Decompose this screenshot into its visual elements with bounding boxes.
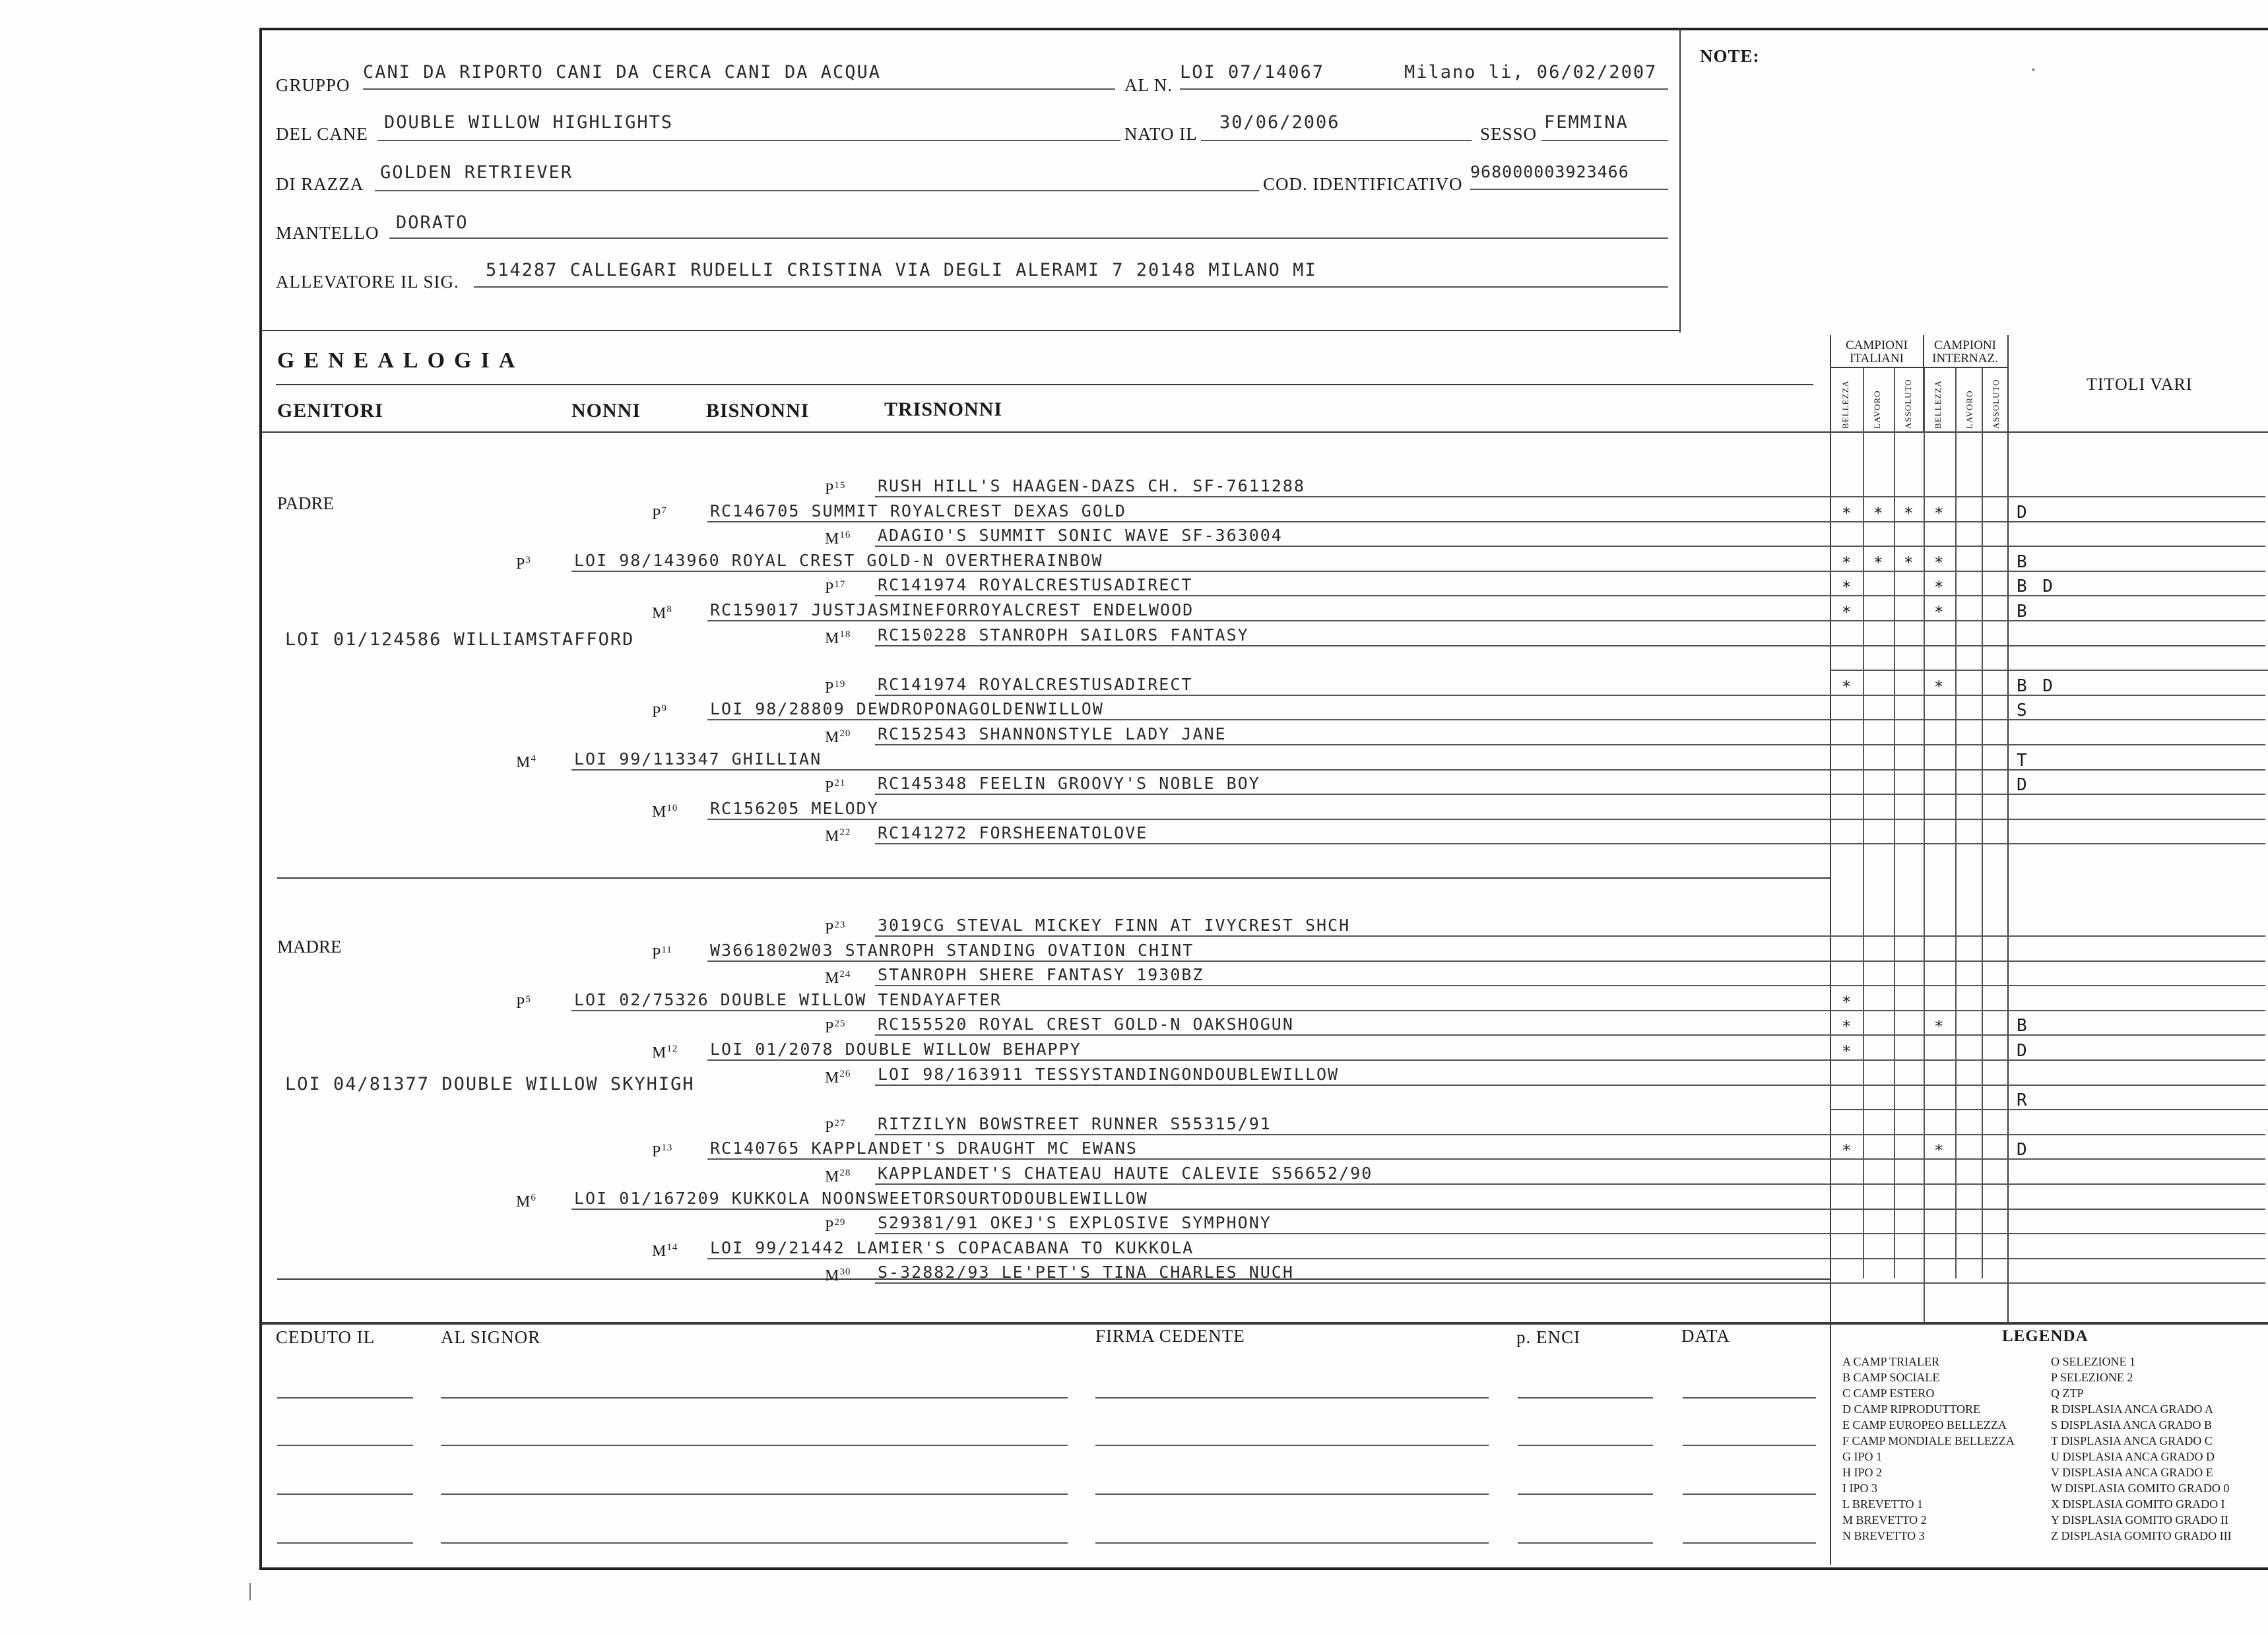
champion-star: *	[1934, 578, 1944, 597]
allevatore-value: 514287 CALLEGARI RUDELLI CRISTINA VIA DEGLI ALERAMI 7 20148 MILANO MI	[486, 260, 1317, 280]
signature-line	[441, 1494, 1068, 1495]
madre-label: MADRE	[277, 937, 342, 957]
ancestor-line	[707, 719, 2265, 720]
ancestor-mark-number: 13	[661, 1143, 673, 1154]
ancestor-name: LOI 99/113347 GHILLIAN	[574, 749, 822, 769]
champion-star: *	[1934, 1017, 1944, 1036]
ancestor-name: LOI 02/75326 DOUBLE WILLOW TENDAYAFTER	[574, 990, 1002, 1009]
genealogia-title-line	[276, 384, 1813, 385]
al-n-value: LOI 07/14067	[1180, 62, 1325, 82]
signature-line	[1095, 1494, 1489, 1495]
subcol-divider	[1924, 368, 1925, 1325]
signature-line	[1518, 1494, 1653, 1495]
ancestor-line	[707, 819, 2265, 820]
ancestor-mark	[825, 920, 845, 938]
champion-star: *	[1934, 503, 1944, 522]
titoli-vari-value: B	[2017, 551, 2030, 572]
ancestor-name: W3661802W03 STANROPH STANDING OVATION CHINT	[710, 940, 1194, 960]
ancestor-mark-number: 24	[839, 969, 851, 980]
champion-star: *	[1934, 553, 1944, 572]
ancestor-name: LOI 98/28809 DEWDROPONAGOLDENWILLOW	[710, 699, 1104, 719]
header-bottom-line	[261, 330, 1681, 331]
legenda-item: D CAMP RIPRODUTTORE	[1842, 1402, 1981, 1416]
ancestor-mark-letter: P	[652, 505, 662, 523]
titoli-vari-label: TITOLI VARI	[2087, 375, 2193, 394]
ancestor-name: RC156205 MELODY	[710, 798, 879, 818]
ancestor-mark-letter: M	[516, 753, 531, 771]
ancestor-name: RC145348 FEELIN GROOVY'S NOBLE BOY	[878, 774, 1260, 794]
signature-line	[1683, 1494, 1816, 1495]
ancestor-mark-letter: P	[825, 1218, 835, 1236]
ancestor-mark-letter: M	[825, 1267, 840, 1285]
ancestor-mark-number: 9	[661, 703, 667, 714]
ancestor-mark-number: 27	[834, 1117, 846, 1129]
ancestor-mark-letter: M	[825, 729, 840, 746]
ancestor-mark-number: 26	[839, 1068, 851, 1079]
cod-value: 968000003923466	[1470, 162, 1629, 181]
p-enci-label: p. ENCI	[1516, 1327, 1580, 1347]
ancestor-mark-number: 15	[834, 480, 846, 491]
ancestor-line	[875, 843, 2265, 844]
legenda-item: T DISPLASIA ANCA GRADO C	[2051, 1434, 2213, 1447]
ancestor-mark	[825, 679, 845, 697]
signature-line	[1518, 1445, 1653, 1446]
ancestor-mark-letter: P	[825, 679, 835, 697]
champion-star: *	[1842, 553, 1852, 572]
signature-line	[1518, 1397, 1653, 1399]
ancestor-mark-letter: P	[825, 481, 835, 498]
legenda-item: A CAMP TRIALER	[1842, 1355, 1940, 1368]
gruppo-label: GRUPPO	[276, 75, 350, 95]
ancestor-line	[707, 521, 2265, 522]
ancestor-mark-number: 4	[531, 753, 536, 764]
ancestor-line	[875, 695, 2265, 696]
campioni-internaz-label: CAMPIONI INTERNAZ.	[1932, 338, 1998, 365]
allevatore-line	[474, 286, 1668, 288]
ancestor-name: S29381/91 OKEJ'S EXPLOSIVE SYMPHONY	[878, 1213, 1272, 1233]
ancestor-line	[875, 1183, 2265, 1185]
scan-mark	[249, 1583, 251, 1600]
legenda-item: M BREVETTO 2	[1842, 1513, 1927, 1526]
legenda-item: G IPO 1	[1842, 1450, 1883, 1463]
subcol-label: ASSOLUTO	[1991, 379, 2001, 429]
data-label: DATA	[1681, 1326, 1730, 1346]
ancestor-line	[875, 1034, 2265, 1036]
legenda-item: S DISPLASIA ANCA GRADO B	[2051, 1418, 2213, 1432]
ancestor-mark-number: 10	[666, 802, 678, 813]
al-n-line	[1180, 88, 1668, 90]
col-nonni: NONNI	[571, 400, 641, 422]
legenda-item: L BREVETTO 1	[1842, 1497, 1923, 1511]
legenda-item: R DISPLASIA ANCA GRADO A	[2051, 1402, 2214, 1416]
ancestor-mark-number: 5	[525, 993, 531, 1005]
legenda-item: O SELEZIONE 1	[2051, 1355, 2135, 1368]
ancestor-mark	[652, 703, 667, 722]
ancestor-mark	[825, 1118, 845, 1137]
ancestor-mark	[825, 579, 845, 598]
legenda-item: H IPO 2	[1842, 1466, 1883, 1479]
ancestor-line	[571, 1010, 2265, 1011]
genealogia-title: GENEALOGIA	[277, 348, 525, 373]
ancestor-line	[875, 546, 2265, 547]
titoli-vari-value: D	[2017, 775, 2030, 796]
del-cane-label: DEL CANE	[276, 124, 368, 144]
ancestor-mark-number: 3	[525, 554, 531, 565]
champion-star: *	[1842, 1042, 1852, 1061]
champion-star: *	[1934, 677, 1944, 696]
del-cane-value: DOUBLE WILLOW HIGHLIGHTS	[384, 112, 674, 133]
ancestor-mark	[825, 629, 851, 648]
ancestor-mark-letter: P	[652, 704, 662, 722]
al-n-label: AL N.	[1124, 75, 1173, 95]
ancestor-mark	[652, 945, 672, 963]
signature-line	[441, 1542, 1068, 1544]
ancestor-mark	[652, 604, 672, 623]
ancestor-line	[571, 1209, 2265, 1210]
mantello-label: MANTELLO	[276, 223, 379, 243]
signature-line	[1095, 1397, 1489, 1399]
campioni-left-border	[1830, 335, 1831, 1325]
ancestor-name: RC146705 SUMMIT ROYALCREST DEXAS GOLD	[710, 501, 1126, 520]
ancestor-mark	[516, 555, 531, 573]
ancestor-line	[875, 935, 2265, 937]
champion-star: *	[1904, 553, 1914, 572]
legenda-divider	[1830, 1323, 1831, 1565]
genealogia-header-bottom	[261, 431, 2268, 433]
subcol-label: BELLEZZA	[1840, 380, 1850, 429]
ancestor-line	[707, 1059, 2265, 1061]
ancestor-mark-number: 7	[661, 505, 667, 516]
ancestor-line	[875, 1134, 2265, 1135]
ancestor-mark-number: 29	[834, 1217, 846, 1228]
footer-top-line	[261, 1322, 2268, 1325]
ancestor-name: RUSH HILL'S HAAGEN-DAZS CH. SF-7611288	[878, 476, 1305, 495]
legenda-item: V DISPLASIA ANCA GRADO E	[2051, 1466, 2213, 1479]
ancestor-mark-number: 22	[839, 827, 851, 838]
legenda-item: E CAMP EUROPEO BELLEZZA	[1842, 1418, 2007, 1432]
ancestor-mark-number: 28	[839, 1168, 851, 1178]
legenda-item: X DISPLASIA GOMITO GRADO I	[2051, 1497, 2225, 1511]
legenda-item: C CAMP ESTERO	[1842, 1387, 1935, 1400]
cod-line	[1470, 189, 1668, 190]
ancestor-mark	[516, 1193, 536, 1211]
legenda-item: W DISPLASIA GOMITO GRADO 0	[2051, 1482, 2230, 1495]
champion-star: *	[1842, 1141, 1852, 1160]
legenda-item: P SELEZIONE 2	[2051, 1371, 2133, 1384]
ancestor-mark	[652, 803, 678, 821]
nato-il-line	[1201, 140, 1472, 141]
ceduto-il-label: CEDUTO IL	[276, 1327, 375, 1347]
ancestor-mark	[652, 1242, 678, 1261]
ancestor-name: RITZILYN BOWSTREET RUNNER S55315/91	[878, 1114, 1272, 1133]
mantello-line	[389, 237, 1668, 239]
champion-star: *	[1873, 553, 1883, 572]
ancestor-mark	[825, 480, 845, 499]
padre-madre-separator	[277, 877, 1831, 879]
ancestor-mark-number: 21	[834, 778, 846, 789]
titoli-vari-value: B	[2017, 1016, 2030, 1036]
ancestor-line	[571, 769, 2265, 771]
titoli-vari-value: S	[2017, 701, 2030, 721]
legenda-item: B CAMP SOCIALE	[1842, 1371, 1940, 1384]
legenda-item: Q ZTP	[2051, 1387, 2084, 1400]
nato-il-value: 30/06/2006	[1219, 112, 1340, 133]
allevatore-label: ALLEVATORE IL SIG.	[276, 272, 459, 292]
ancestor-mark	[825, 1069, 851, 1087]
ancestor-name: RC155520 ROYAL CREST GOLD-N OAKSHOGUN	[878, 1015, 1294, 1034]
ancestor-mark-letter: M	[825, 828, 840, 846]
ancestor-name: S-32882/93 LE'PET'S TINA CHARLES NUCH	[878, 1263, 1294, 1282]
col-bisnonni: BISNONNI	[706, 400, 810, 422]
del-cane-line	[377, 140, 1120, 141]
signature-line	[277, 1445, 413, 1446]
legenda-item: F CAMP MONDIALE BELLEZZA	[1842, 1434, 2015, 1447]
subcol-label: LAVORO	[1964, 390, 1974, 429]
champion-star: *	[1873, 503, 1883, 522]
ancestor-name: LOI 98/163911 TESSYSTANDINGONDOUBLEWILLOW	[878, 1064, 1340, 1084]
ancestor-mark-number: 11	[661, 944, 672, 955]
titoli-vari-value: T	[2017, 750, 2030, 771]
subcol-label: BELLEZZA	[1933, 380, 1943, 429]
ancestor-mark-number: 19	[834, 678, 846, 689]
ancestor-line	[875, 496, 2265, 497]
legenda-title: LEGENDA	[2002, 1327, 2089, 1345]
ancestor-name: ADAGIO'S SUMMIT SONIC WAVE SF-363004	[878, 526, 1283, 546]
ancestor-mark	[825, 827, 851, 846]
champion-star: *	[1934, 1141, 1944, 1160]
titoli-vari-value: D	[2017, 1140, 2030, 1160]
subcol-label: ASSOLUTO	[1903, 379, 1913, 429]
ancestor-mark-number: 17	[834, 579, 846, 590]
ancestor-mark	[516, 994, 531, 1013]
ancestor-mark-number: 25	[834, 1019, 846, 1030]
ancestor-mark-letter: P	[825, 580, 835, 598]
di-razza-value: GOLDEN RETRIEVER	[380, 162, 573, 183]
ancestor-line	[875, 794, 2265, 795]
ancestor-mark	[652, 505, 667, 524]
ancestor-mark-letter: M	[825, 1168, 840, 1185]
madre-name: LOI 04/81377 DOUBLE WILLOW SKYHIGH	[285, 1074, 695, 1094]
signature-line	[1095, 1542, 1489, 1544]
padre-label: PADRE	[277, 493, 335, 513]
ancestor-line	[571, 571, 2265, 572]
ancestor-line	[875, 744, 2265, 745]
ancestor-mark	[825, 1217, 845, 1236]
gruppo-value: CANI DA RIPORTO CANI DA CERCA CANI DA ACQUA	[363, 62, 881, 82]
ancestor-mark-letter: P	[825, 920, 835, 937]
ancestor-mark	[825, 728, 851, 747]
ancestor-name: LOI 99/21442 LAMIER'S COPACABANA TO KUKKOLA	[710, 1238, 1194, 1257]
note-label: NOTE:	[1700, 46, 1760, 66]
titoli-vari-value: B D	[2017, 577, 2056, 597]
ancestor-name: RC159017 JUSTJASMINEFORROYALCREST ENDELWOOD	[710, 600, 1194, 619]
legenda-item: N BREVETTO 3	[1842, 1529, 1925, 1542]
ancestor-mark	[825, 969, 851, 988]
ancestor-mark-letter: M	[652, 803, 667, 821]
champion-star: *	[1842, 1017, 1852, 1036]
ancestor-mark-number: 8	[666, 604, 672, 615]
ancestor-mark-letter: M	[825, 1069, 840, 1086]
ancestor-line	[875, 645, 2265, 646]
ancestor-mark-letter: M	[825, 530, 840, 548]
signature-line	[277, 1397, 413, 1399]
ancestor-name: RC141974 ROYALCRESTUSADIRECT	[878, 674, 1193, 694]
ancestor-name: KAPPLANDET'S CHATEAU HAUTE CALEVIE S56652/90	[878, 1164, 1373, 1183]
ancestor-name: LOI 01/2078 DOUBLE WILLOW BEHAPPY	[710, 1040, 1082, 1059]
titoli-vari-value: D	[2017, 502, 2030, 522]
row-line	[1830, 1109, 2268, 1110]
di-razza-label: DI RAZZA	[276, 174, 364, 194]
titoli-vari-value: B	[2017, 602, 2030, 621]
signature-line	[1095, 1445, 1489, 1446]
champion-star: *	[1842, 578, 1852, 597]
ancestor-mark-number: 14	[666, 1242, 678, 1253]
gruppo-line	[363, 88, 1115, 90]
ancestor-mark-letter: P	[652, 1143, 662, 1161]
ancestor-mark	[516, 753, 536, 772]
champion-star: *	[1842, 992, 1852, 1011]
nato-il-label: NATO IL	[1124, 124, 1198, 144]
ancestor-line	[875, 1233, 2265, 1234]
ancestor-name: STANROPH SHERE FANTASY 1930BZ	[878, 965, 1204, 985]
col-genitori: GENITORI	[277, 400, 383, 422]
signature-line	[1683, 1542, 1816, 1544]
ancestor-mark-number: 20	[839, 728, 851, 739]
signature-line	[1518, 1542, 1653, 1544]
header-divider	[1679, 29, 1681, 332]
di-razza-line	[375, 190, 1259, 191]
ancestor-mark-letter: P	[825, 778, 835, 796]
firma-cedente-label: FIRMA CEDENTE	[1095, 1326, 1245, 1346]
ancestor-mark-letter: M	[825, 629, 840, 647]
titoli-vari-value: B D	[2017, 676, 2056, 696]
ancestor-mark	[652, 1044, 678, 1062]
ancestor-name: RC152543 SHANNONSTYLE LADY JANE	[878, 724, 1227, 743]
ancestor-mark-number: 18	[839, 629, 851, 640]
signature-line	[441, 1397, 1068, 1399]
ancestor-name: RC141974 ROYALCRESTUSADIRECT	[878, 575, 1193, 595]
mantello-value: DORATO	[396, 212, 469, 233]
champion-star: *	[1842, 603, 1852, 621]
ancestor-name: RC150228 STANROPH SAILORS FANTASY	[878, 625, 1249, 645]
ancestor-name: LOI 98/143960 ROYAL CREST GOLD-N OVERTHERAINBOW	[574, 550, 1103, 570]
padre-name: LOI 01/124586 WILLIAMSTAFFORD	[285, 629, 635, 650]
signature-line	[277, 1542, 413, 1544]
cod-label: COD. IDENTIFICATIVO	[1263, 174, 1463, 194]
signature-line	[277, 1494, 413, 1495]
ancestor-mark-number: 16	[839, 530, 851, 541]
ancestor-line	[875, 595, 2265, 596]
ancestor-mark-letter: M	[516, 1193, 531, 1211]
subcol-divider	[1863, 368, 1864, 1278]
signature-line	[441, 1445, 1068, 1446]
ancestor-name: RC141272 FORSHEENATOLOVE	[878, 823, 1148, 843]
place-date: Milano li, 06/02/2007	[1404, 62, 1658, 82]
legenda-item: Z DISPLASIA GOMITO GRADO III	[2051, 1529, 2232, 1542]
ancestor-mark-letter: M	[652, 1242, 667, 1260]
ancestor-mark-number: 23	[834, 920, 846, 930]
ancestor-name: RC140765 KAPPLANDET'S DRAUGHT MC EWANS	[710, 1139, 1138, 1158]
subcol-divider	[1894, 368, 1895, 1278]
ancestor-line	[707, 1158, 2265, 1160]
ancestor-name: LOI 01/167209 KUKKOLA NOONSWEETORSOURTODOUBLEWILLOW	[574, 1188, 1148, 1208]
ancestor-line	[707, 620, 2265, 621]
ancestor-line	[875, 985, 2265, 986]
subcol-divider	[1955, 368, 1957, 1278]
legenda-item: U DISPLASIA ANCA GRADO D	[2051, 1450, 2215, 1463]
ancestor-mark-letter: P	[825, 1019, 835, 1037]
ancestor-mark	[825, 1019, 845, 1037]
ancestor-mark	[825, 530, 851, 548]
ancestor-line	[875, 1085, 2265, 1086]
signature-line	[1683, 1397, 1816, 1399]
champion-star: *	[1904, 503, 1914, 522]
ancestor-mark-letter: M	[652, 1044, 667, 1061]
ancestor-mark-letter: P	[825, 1118, 835, 1136]
ancestor-line	[875, 1282, 2265, 1284]
ancestor-mark	[825, 1267, 851, 1285]
ancestor-mark-letter: M	[652, 605, 667, 622]
sesso-value: FEMMINA	[1544, 112, 1629, 133]
campioni-italiani-label: CAMPIONI ITALIANI	[1846, 338, 1908, 365]
campioni-right-border	[2007, 335, 2009, 1325]
legenda-item: I IPO 3	[1842, 1482, 1877, 1495]
champion-star: *	[1934, 603, 1944, 621]
ancestor-mark-number: 12	[666, 1044, 678, 1054]
ancestor-mark-letter: P	[516, 994, 526, 1012]
titoli-vari-value: D	[2017, 1041, 2030, 1061]
al-signor-label: AL SIGNOR	[441, 1327, 541, 1347]
ancestor-mark	[825, 778, 845, 796]
ancestor-mark-letter: P	[516, 555, 526, 573]
document-frame	[259, 28, 2268, 1570]
sesso-line	[1541, 140, 1668, 141]
ancestor-mark	[825, 1168, 851, 1186]
subcol-label: LAVORO	[1872, 390, 1882, 429]
legenda-item: Y DISPLASIA GOMITO GRADO II	[2051, 1513, 2229, 1526]
scan-mark	[2032, 69, 2034, 71]
ancestor-name: 3019CG STEVAL MICKEY FINN AT IVYCREST SHCH	[878, 916, 1351, 935]
champion-star: *	[1842, 677, 1852, 696]
ancestor-mark-letter: P	[652, 945, 662, 962]
ancestor-line	[707, 960, 2265, 962]
titoli-vari-value: R	[2017, 1090, 2030, 1111]
ancestor-line	[707, 1258, 2265, 1259]
ancestor-mark	[652, 1143, 672, 1161]
ancestor-mark-number: 30	[839, 1267, 851, 1278]
champion-star: *	[1842, 503, 1852, 522]
row-line	[1830, 670, 2268, 671]
ancestor-mark-number: 6	[531, 1192, 536, 1203]
subcol-divider	[1982, 368, 1983, 1278]
sesso-label: SESSO	[1480, 124, 1538, 144]
signature-line	[1683, 1445, 1816, 1446]
ancestor-mark-letter: M	[825, 970, 840, 988]
col-trisnonni: TRISNONNI	[884, 398, 1003, 420]
